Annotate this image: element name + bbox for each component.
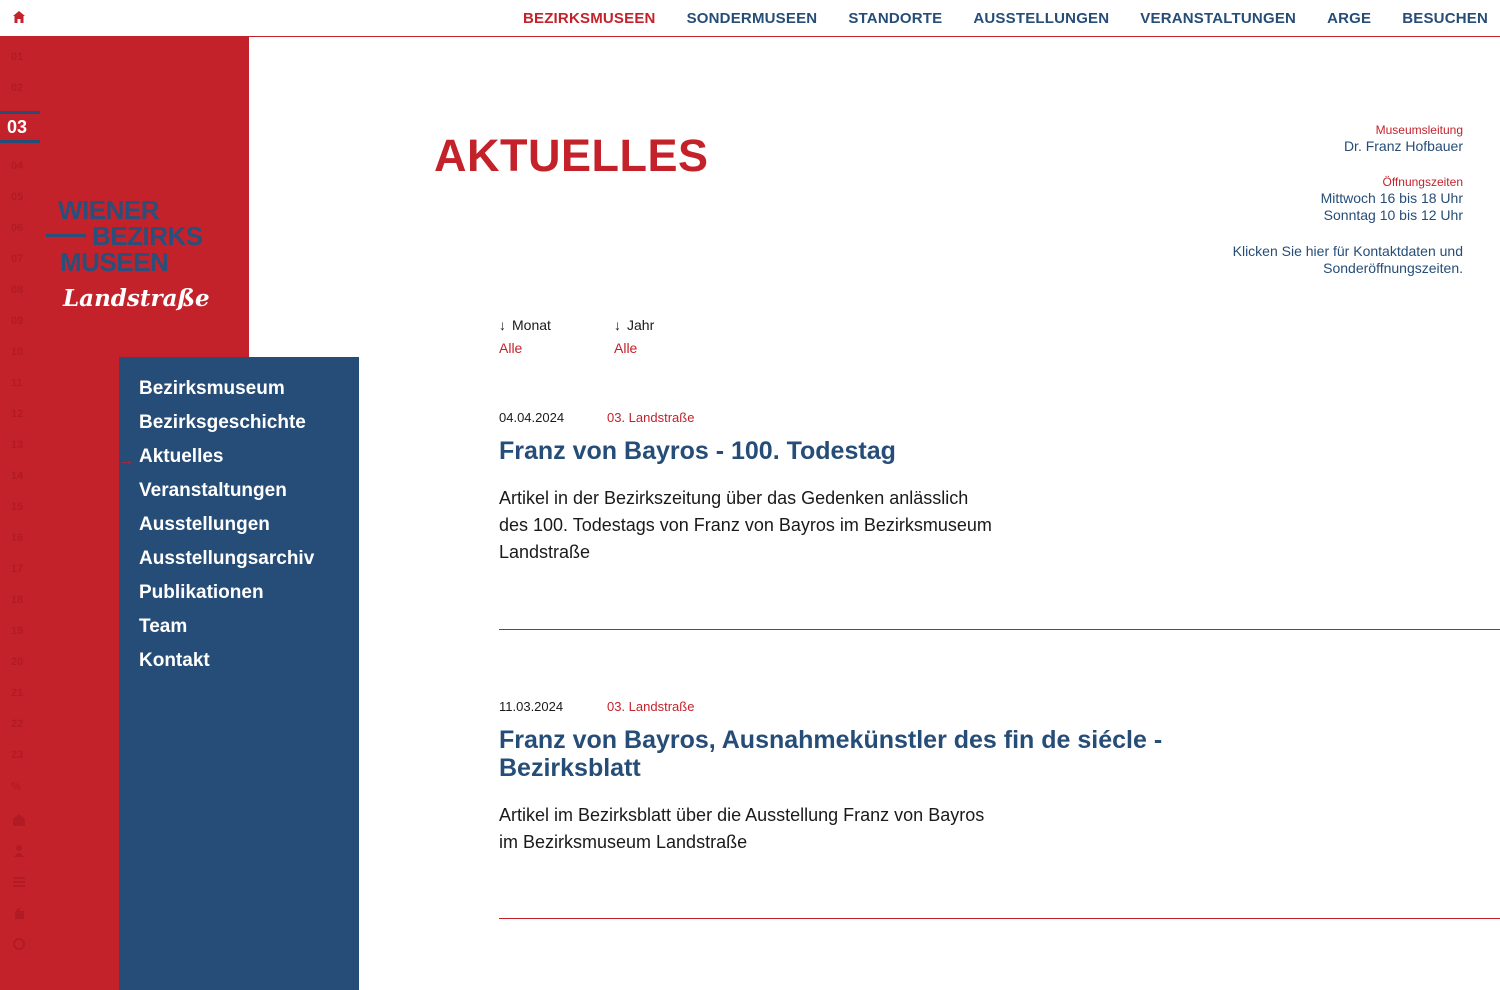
topnav-bezirksmuseen[interactable]: BEZIRKSMUSEEN — [522, 9, 656, 27]
contact-link-line1: Klicken Sie hier für Kontaktdaten und — [1232, 243, 1463, 259]
menu-item-bezirksgeschichte[interactable]: Bezirksgeschichte — [139, 412, 306, 433]
district-12[interactable]: 12 — [11, 408, 24, 420]
article-title-link[interactable]: Franz von Bayros - 100. Todestag — [499, 437, 896, 465]
month-filter-value: Alle — [499, 340, 523, 356]
contact-link[interactable] — [1143, 243, 1463, 277]
district-percent[interactable]: % — [11, 781, 21, 793]
year-filter-value: Alle — [614, 340, 638, 356]
article-district[interactable]: 03. Landstraße — [607, 699, 695, 714]
district-06[interactable]: 06 — [11, 222, 24, 234]
topnav-sondermuseen[interactable]: SONDERMUSEEN — [686, 9, 818, 27]
topnav-ausstellungen[interactable]: AUSSTELLUNGEN — [973, 9, 1110, 27]
district-23[interactable]: 23 — [11, 749, 24, 761]
logo-subtitle: Landstraße — [63, 285, 210, 312]
logo-line-bezirks: BEZIRKS — [92, 221, 203, 251]
district-04[interactable]: 04 — [11, 160, 24, 172]
menu-item-kontakt[interactable]: Kontakt — [139, 650, 210, 671]
top-navigation-bar — [0, 0, 1500, 37]
district-20[interactable]: 20 — [11, 656, 24, 668]
article-district[interactable]: 03. Landstraße — [607, 410, 695, 425]
arrow-down-icon: ↓ — [499, 317, 506, 333]
circle-icon[interactable] — [12, 937, 26, 951]
district-19[interactable]: 19 — [11, 625, 24, 637]
topnav-standorte[interactable]: STANDORTE — [848, 9, 943, 27]
museum-logo[interactable] — [46, 195, 226, 320]
home-icon[interactable] — [12, 10, 26, 24]
article-title-link[interactable]: Franz von Bayros, Ausnahmekünstler des fin de siécle - Bezirksblatt — [499, 726, 1163, 782]
news-article — [499, 409, 1500, 630]
article-teaser: Artikel im Bezirksblatt über die Ausstellung Franz von Bayros im Bezirksmuseum Landstraße — [499, 805, 985, 852]
zeiten-label: Öffnungszeiten — [1382, 175, 1463, 189]
district-16[interactable]: 16 — [11, 532, 24, 544]
district-10[interactable]: 10 — [11, 346, 24, 358]
zeiten-sunday: Sonntag 10 bis 12 Uhr — [1323, 207, 1463, 223]
page-title: AKTUELLES — [434, 130, 709, 181]
district-05[interactable]: 05 — [11, 191, 24, 203]
article-date: 04.04.2024 — [499, 410, 565, 425]
district-03[interactable]: 03 — [0, 111, 40, 143]
year-filter-label: Jahr — [627, 317, 655, 333]
menu-item-publikationen[interactable]: Publikationen — [139, 582, 264, 603]
district-selector — [0, 37, 40, 990]
section-menu — [119, 357, 359, 990]
arrow-down-icon: ↓ — [614, 317, 621, 333]
district-11[interactable]: 11 — [11, 377, 23, 389]
district-08[interactable]: 08 — [11, 284, 24, 296]
menu-item-veranstaltungen[interactable]: Veranstaltungen — [139, 480, 287, 501]
menu-item-ausstellungsarchiv[interactable]: Ausstellungsarchiv — [139, 548, 315, 569]
list-icon[interactable] — [12, 875, 26, 889]
month-filter[interactable] — [499, 317, 619, 356]
hand-icon[interactable] — [12, 906, 26, 920]
zeiten-wednesday: Mittwoch 16 bis 18 Uhr — [1320, 190, 1463, 206]
topnav-veranstaltungen[interactable]: VERANSTALTUNGEN — [1140, 9, 1297, 27]
leitung-label: Museumsleitung — [1375, 123, 1463, 137]
district-18[interactable]: 18 — [11, 594, 24, 606]
month-filter-label: Monat — [512, 317, 551, 333]
main-menu — [523, 0, 1488, 36]
topnav-arge[interactable]: ARGE — [1327, 9, 1372, 27]
contact-link-line2: Sonderöffnungszeiten. — [1323, 260, 1463, 276]
article-teaser: Artikel in der Bezirkszeitung über das Gedenken anlässlich des 100. Todestags von Franz von Bayros im Bezirksmuseum Landstraße — [499, 488, 992, 562]
leitung-name: Dr. Franz Hofbauer — [1343, 138, 1463, 154]
logo-line-wiener: WIENER — [58, 195, 159, 225]
museum-info — [1143, 122, 1463, 277]
menu-item-aktuelles-label: Aktuelles — [139, 446, 224, 467]
news-article — [499, 698, 1500, 919]
district-02[interactable]: 02 — [11, 82, 24, 94]
menu-item-aktuelles[interactable] — [119, 445, 359, 479]
menu-item-ausstellungen[interactable]: Ausstellungen — [139, 514, 270, 535]
district-17[interactable]: 17 — [11, 563, 24, 575]
person-icon[interactable] — [12, 844, 26, 858]
district-07[interactable]: 07 — [11, 253, 24, 265]
logo-dash — [46, 234, 86, 237]
district-22[interactable]: 22 — [11, 718, 24, 730]
district-13[interactable]: 13 — [11, 439, 24, 451]
logo-line-museen: MUSEEN — [60, 247, 169, 277]
menu-item-team[interactable]: Team — [139, 616, 188, 637]
article-date: 11.03.2024 — [499, 699, 564, 714]
active-arrow-icon: → — [119, 452, 134, 469]
district-15[interactable]: 15 — [11, 501, 24, 513]
building-icon[interactable] — [12, 813, 26, 827]
district-14[interactable]: 14 — [11, 470, 24, 482]
menu-item-bezirksmuseum[interactable]: Bezirksmuseum — [139, 378, 285, 399]
district-21[interactable]: 21 — [11, 687, 24, 699]
district-09[interactable]: 09 — [11, 315, 24, 327]
district-01[interactable]: 01 — [11, 51, 24, 63]
year-filter[interactable] — [614, 317, 734, 356]
topnav-besuchen[interactable]: BESUCHEN — [1402, 9, 1488, 27]
